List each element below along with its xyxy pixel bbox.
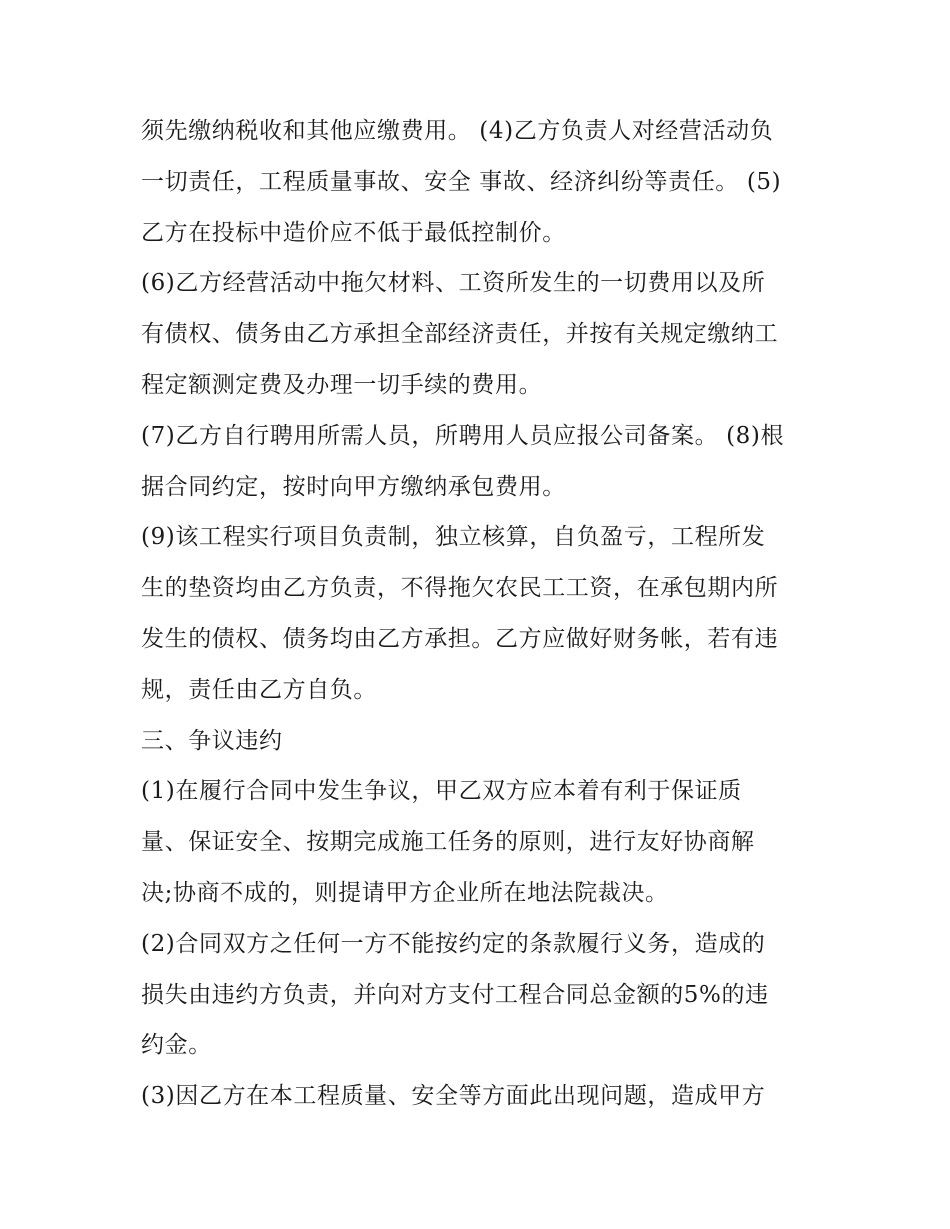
text-line: (6)乙方经营活动中拖欠材料、工资所发生的一切费用以及所	[141, 270, 766, 297]
text-line: (3)因乙方在本工程质量、安全等方面此出现问题，造成甲方	[141, 1083, 766, 1110]
text-line: 损失由违约方负责，并向对方支付工程合同总金额的5%的违	[141, 981, 769, 1008]
text-line: 须先缴纳税收和其他应缴费用。 (4)乙方负责人对经营活动负	[141, 118, 774, 144]
text-line: 发生的债权、债务均由乙方承担。乙方应做好财务帐，若有违	[141, 625, 779, 652]
document-body	[141, 106, 821, 1122]
text-line: 程定额测定费及办理一切手续的费用。	[141, 371, 543, 398]
text-line: 量、保证安全、按期完成施工任务的原则，进行友好协商解	[141, 829, 755, 856]
text-line: 据合同约定，按时向甲方缴纳承包费用。	[141, 473, 566, 500]
text-line: (1)在履行合同中发生争议，甲乙双方应本着有利于保证质	[141, 778, 742, 805]
text-line: 一切责任，工程质量事故、安全 事故、经济纠纷等责任。 (5)	[141, 168, 782, 195]
text-line: (2)合同双方之任何一方不能按约定的条款履行义务，造成的	[141, 930, 766, 957]
text-line: 决;协商不成的，则提请甲方企业所在地法院裁决。	[141, 879, 669, 906]
text-line: (9)该工程实行项目负责制，独立核算，自负盈亏，工程所发	[141, 524, 766, 551]
text-line: 规，责任由乙方自负。	[141, 676, 377, 703]
text-line: 约金。	[141, 1032, 212, 1059]
text-line: 乙方在投标中造价应不低于最低控制价。	[141, 219, 566, 246]
text-line: 有债权、债务由乙方承担全部经济责任，并按有关规定缴纳工	[141, 321, 779, 348]
section-heading: 三、争议违约	[141, 727, 283, 754]
text-line: 生的垫资均由乙方负责，不得拖欠农民工工资，在承包期内所	[141, 575, 779, 602]
text-line: (7)乙方自行聘用所需人员，所聘用人员应报公司备案。 (8)根	[141, 422, 785, 449]
